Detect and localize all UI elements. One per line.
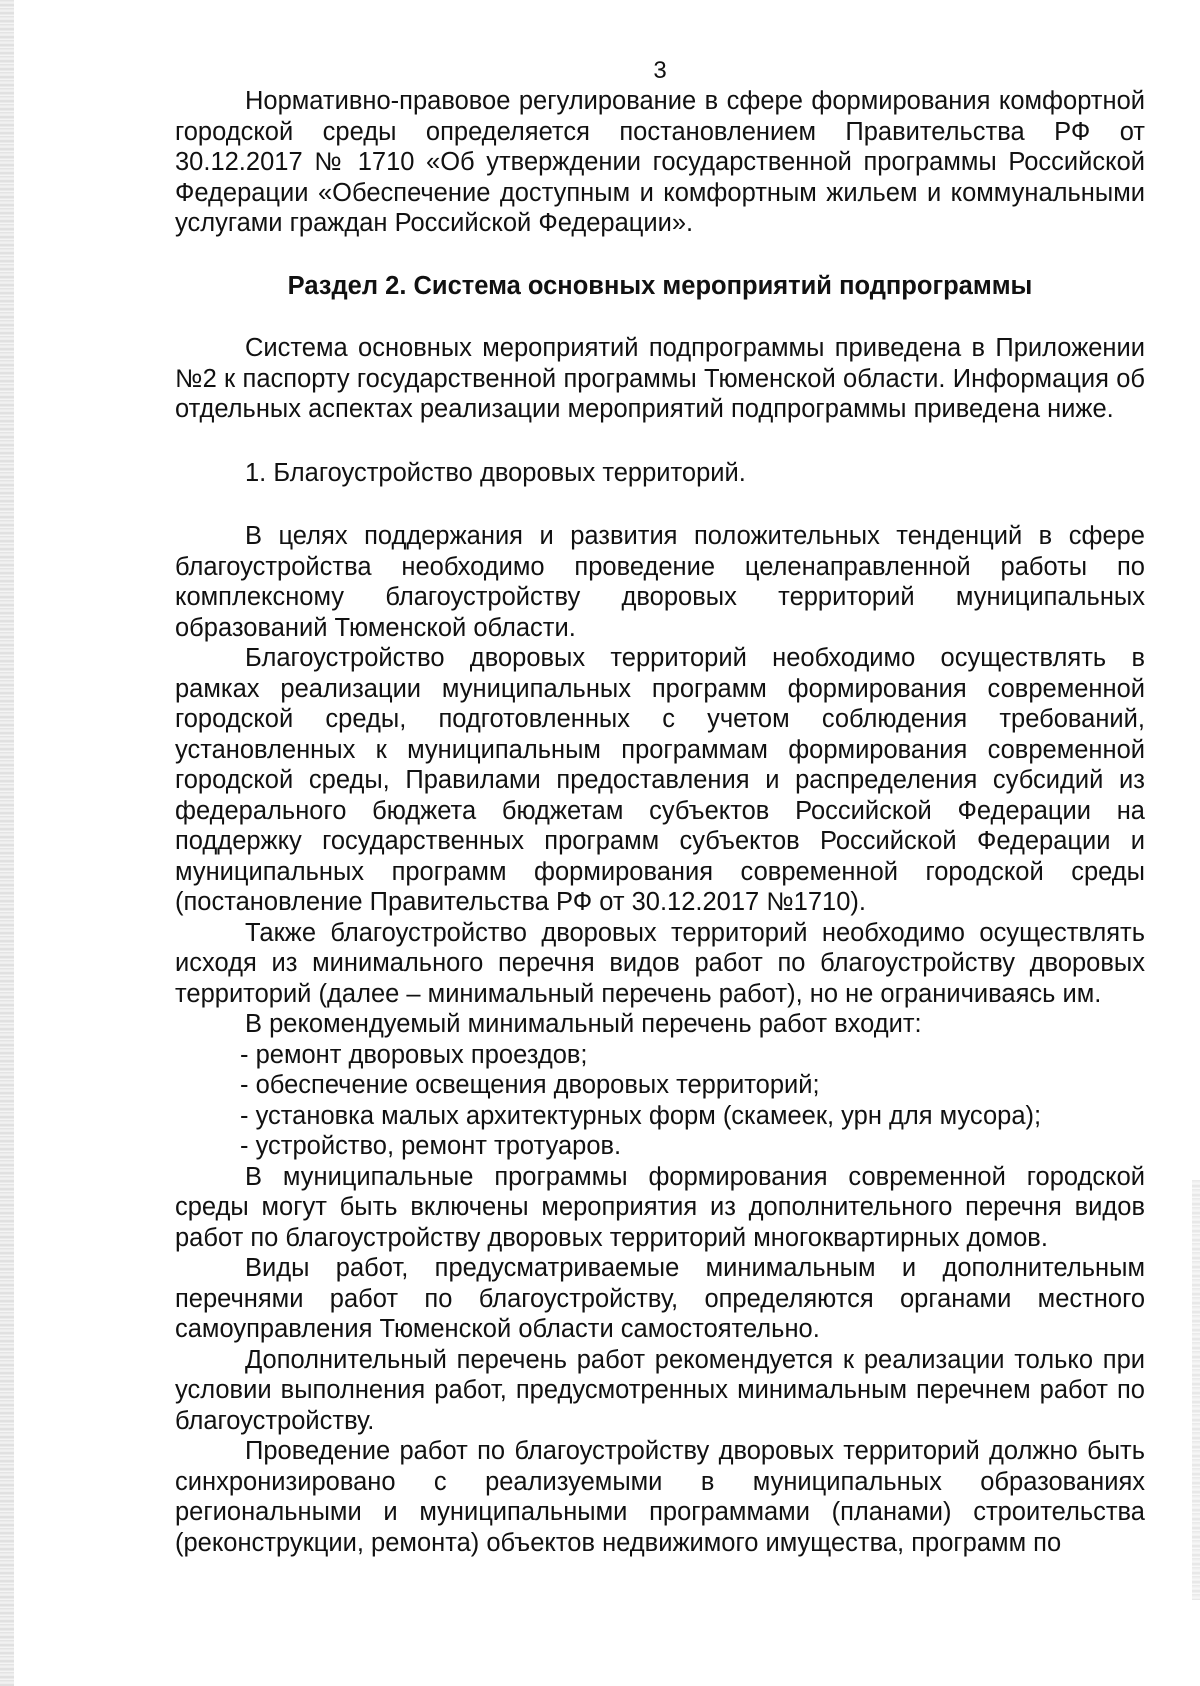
paragraph-system-measures: Система основных мероприятий подпрограммы приведена в Приложении №2 к паспорту государственной программы Тюменской области. Информация об отдельных аспектах реализации мероприятий подпрограммы приведена ниже. xyxy=(175,334,1145,423)
paragraph-work-types: Виды работ, предусматриваемые минимальным и дополнительным перечнями работ по благоустройству, определяются органами местного самоуправления Тюменской области самостоятельно. xyxy=(175,1254,1145,1343)
paragraph-goals: В целях поддержания и развития положительных тенденций в сфере благоустройства необходимо проведение целенаправленной работы по комплексному благоустройству дворовых территорий муниципальных образований Тюменской области. xyxy=(175,522,1145,642)
paragraph-additional-list: Дополнительный перечень работ рекомендуется к реализации только при условии выполнения работ, предусмотренных минимальным перечнем работ по благоустройству. xyxy=(175,1345,1145,1435)
section-heading: Раздел 2. Система основных мероприятий подпрограммы xyxy=(287,271,1033,300)
document-page xyxy=(175,56,1145,1558)
paragraph-municipal-programs: Благоустройство дворовых территорий необходимо осуществлять в рамках реализации муниципальных программ формирования современной городской среды, подготовленных с учетом соблюдения требований, установленных к муниципальным программам формирования современной городской среды, Правилами предоставления и распределения субсидий из федерального бюджета бюджетам субъектов Российской Федерации на поддержку государственных программ субъектов Российской Федерации и муниципальных программ формирования современной городской среды (постановление Правительства РФ от 30.12.2017 №1710). xyxy=(175,644,1145,916)
paragraph-additional-measures: В муниципальные программы формирования современной городской среды могут быть включены мероприятия из дополнительного перечня видов работ по благоустройству дворовых территорий многоквартирных домов. xyxy=(175,1162,1145,1252)
paragraph-synchronization: Проведение работ по благоустройству дворовых территорий должно быть синхронизировано с реализуемыми в муниципальных образованиях региональными и муниципальными программами (планами) строительства (реконструкции, ремонта) объектов недвижимого имущества, программ по xyxy=(175,1437,1145,1557)
list-item: - установка малых архитектурных форм (скамеек, урн для мусора); xyxy=(240,1101,1042,1130)
paragraph-list-intro: В рекомендуемый минимальный перечень работ входит: xyxy=(245,1010,922,1038)
paragraph-minimal-list: Также благоустройство дворовых территорий необходимо осуществлять исходя из минимального перечня видов работ по благоустройству дворовых территорий (далее – минимальный перечень работ), но не ограничиваясь им. xyxy=(175,918,1145,1008)
paragraph-regulation: Нормативно-правовое регулирование в сфере формирования комфортной городской среды определяется постановлением Правительства РФ от 30.12.2017 № 1710 «Об утверждении государственной программы Российской Федерации «Обеспечение доступным и комфортным жильем и коммунальными услугами граждан Российской Федерации». xyxy=(175,87,1145,237)
works-list xyxy=(175,1040,1145,1162)
scan-edge-left xyxy=(0,0,14,1686)
page-number: 3 xyxy=(653,57,667,84)
subheading-yard-improvement: 1. Благоустройство дворовых территорий. xyxy=(245,458,746,487)
scan-edge-right xyxy=(1192,1180,1200,1600)
list-item: - обеспечение освещения дворовых территорий; xyxy=(240,1071,820,1099)
list-item: - устройство, ремонт тротуаров. xyxy=(240,1132,622,1160)
list-item: - ремонт дворовых проездов; xyxy=(240,1040,588,1069)
